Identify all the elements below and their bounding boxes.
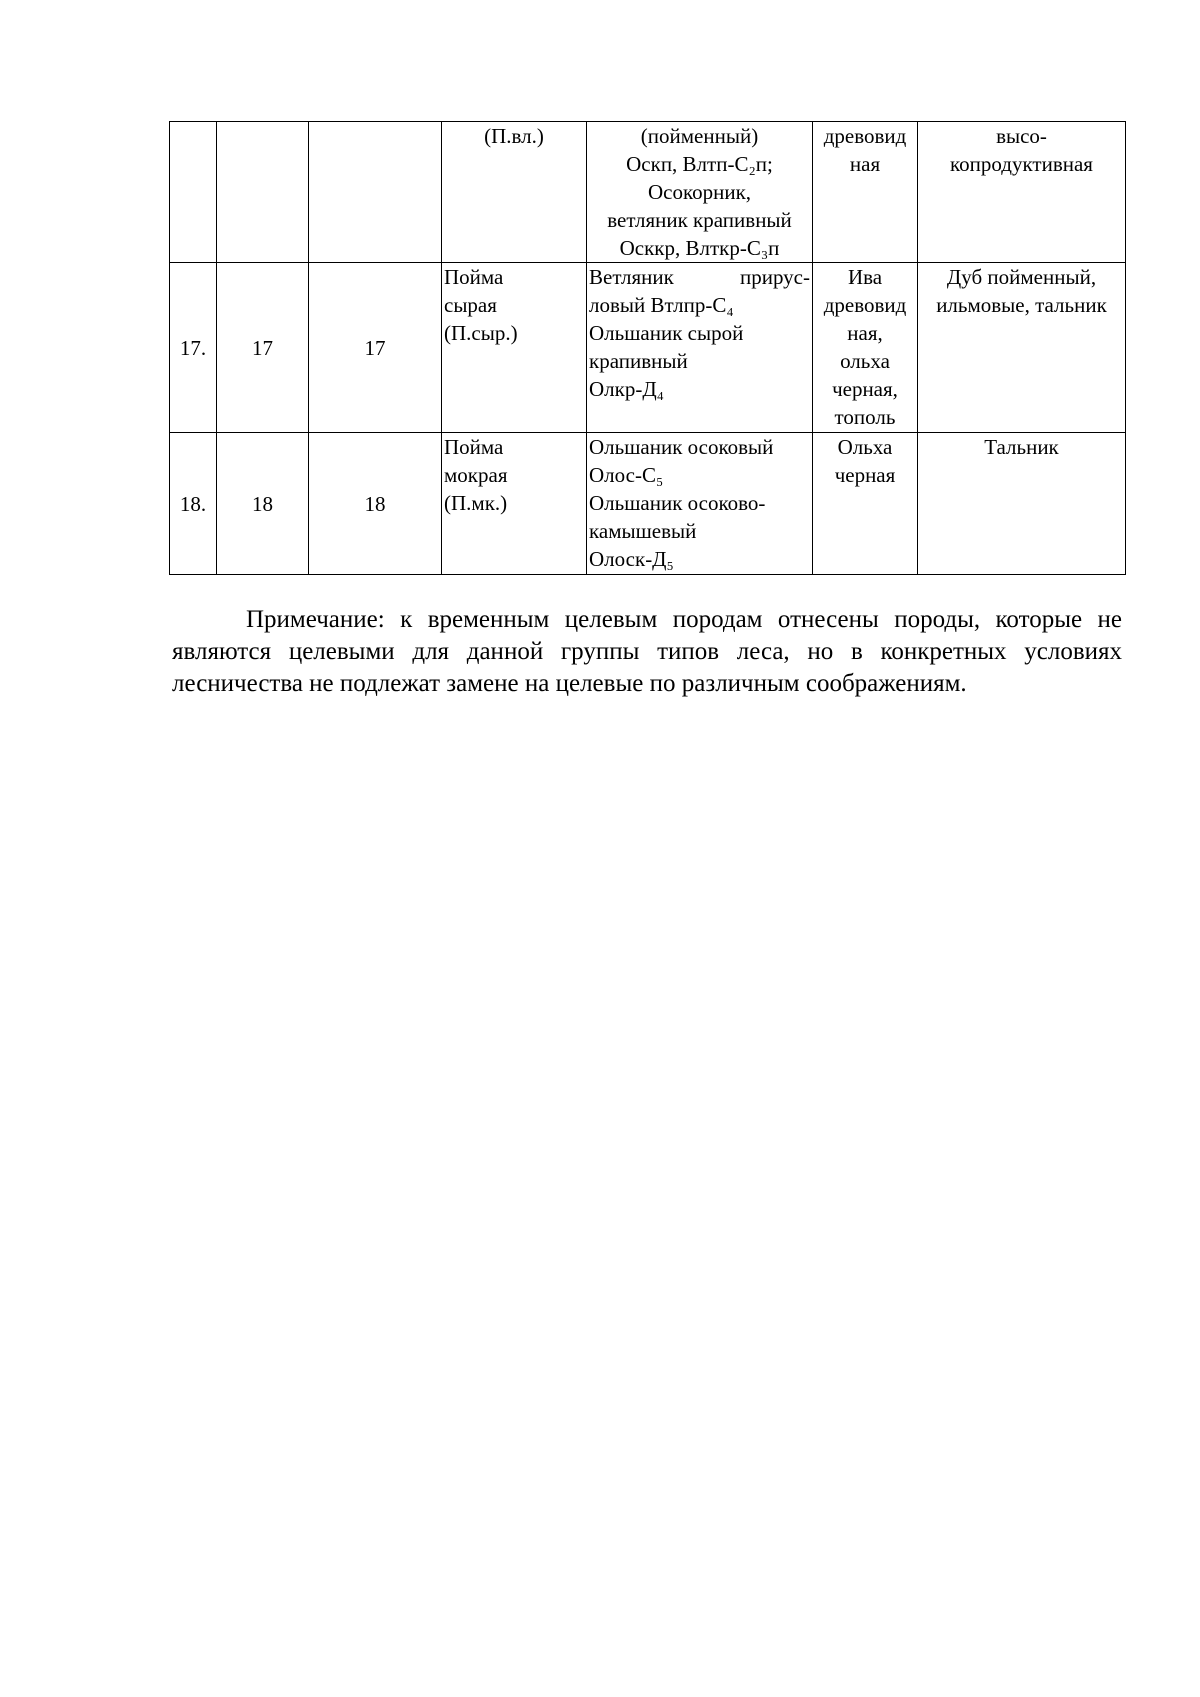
code-cell <box>217 122 309 263</box>
code-cell: 18 <box>217 433 309 575</box>
group-cell <box>309 122 442 263</box>
row-number-cell: 17. <box>170 263 217 433</box>
site-condition-cell: Пойма мокрая (П.мк.) <box>442 433 587 575</box>
site-condition-cell: Пойма сырая (П.сыр.) <box>442 263 587 433</box>
temporary-species-cell: Ольха черная <box>813 433 918 575</box>
forest-type-cell: Ольшаник осоковый Олос-С₅ Ольшаник осоково- камышевый Олоск-Д₅ <box>587 433 813 575</box>
target-species-cell: Тальник <box>918 433 1126 575</box>
temporary-species-cell: Ива древовид ная, ольха черная, тополь <box>813 263 918 433</box>
row-number-cell <box>170 122 217 263</box>
forest-type-line: ловый Втлпр-С₄ Ольшаник сырой крапивный Олкр-Д₄ <box>589 293 744 401</box>
code-cell: 17 <box>217 263 309 433</box>
target-species-cell: Дуб пойменный, ильмовые, тальник <box>918 263 1126 433</box>
forest-type-line: Ветляник прирус- <box>589 265 810 289</box>
temporary-species-cell: древовид ная <box>813 122 918 263</box>
forest-type-cell <box>587 263 813 433</box>
footnote-paragraph: Примечание: к временным целевым породам отнесены породы, которые не являются целевыми для данной группы типов леса, но в конкретных условиях лесничества не подлежат замене на целевые по различным соображениям. <box>172 606 1122 697</box>
forest-types-table <box>169 121 1126 575</box>
target-species-cell: высо- копродуктивная <box>918 122 1126 263</box>
group-cell: 17 <box>309 263 442 433</box>
table-row <box>170 263 1126 433</box>
group-cell: 18 <box>309 433 442 575</box>
row-number-cell: 18. <box>170 433 217 575</box>
site-condition-cell: (П.вл.) <box>442 122 587 263</box>
table-row <box>170 433 1126 575</box>
forest-type-cell: (пойменный) Оскп, Влтп-С₂п; Осокорник, ветляник крапивный Осккр, Влткр-С₃п <box>587 122 813 263</box>
table-row <box>170 122 1126 263</box>
